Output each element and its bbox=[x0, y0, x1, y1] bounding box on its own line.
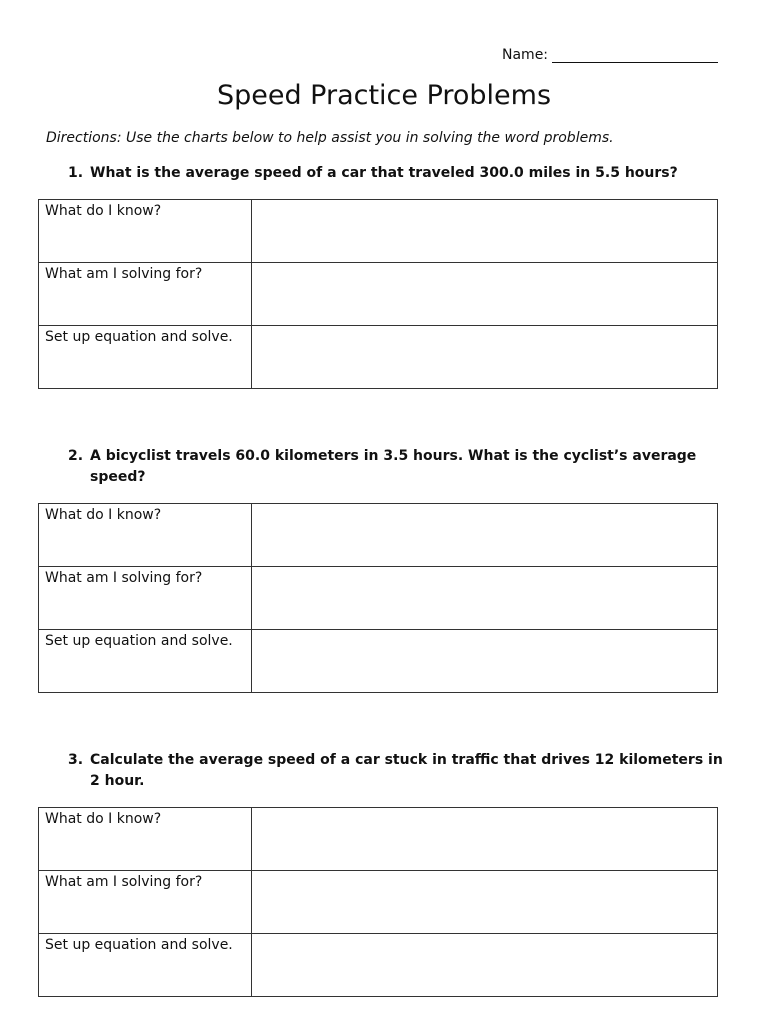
problem-2-number: 2. bbox=[68, 448, 84, 464]
problem-2-question bbox=[68, 446, 728, 488]
name-line bbox=[502, 46, 718, 63]
row-label: Set up equation and solve. bbox=[39, 630, 252, 693]
table-row bbox=[39, 263, 718, 326]
row-label: What do I know? bbox=[39, 200, 252, 263]
page-title: Speed Practice Problems bbox=[216, 80, 552, 111]
problem-1-number: 1. bbox=[68, 165, 84, 181]
problem-3-question bbox=[68, 750, 728, 792]
problem-1-text: What is the average speed of a car that traveled 300.0 miles in 5.5 hours? bbox=[90, 165, 678, 181]
table-row bbox=[39, 504, 718, 567]
directions-text: Directions: Use the charts below to help assist you in solving the word problems. bbox=[46, 130, 614, 146]
answer-cell[interactable] bbox=[252, 808, 718, 871]
table-row bbox=[39, 808, 718, 871]
answer-cell[interactable] bbox=[252, 263, 718, 326]
answer-cell[interactable] bbox=[252, 934, 718, 997]
problem-1-question bbox=[68, 163, 728, 184]
problem-2-chart bbox=[38, 503, 718, 693]
problem-2-text: A bicyclist travels 60.0 kilometers in 3.5 hours. What is the cyclist’s average speed? bbox=[90, 448, 697, 485]
row-label: What am I solving for? bbox=[39, 871, 252, 934]
table-row bbox=[39, 567, 718, 630]
table-row bbox=[39, 630, 718, 693]
table-row bbox=[39, 934, 718, 997]
row-label: What am I solving for? bbox=[39, 263, 252, 326]
problem-3-number: 3. bbox=[68, 752, 84, 768]
problem-3-text: Calculate the average speed of a car stuck in traffic that drives 12 kilometers in 2 hour. bbox=[90, 752, 723, 789]
table-row bbox=[39, 200, 718, 263]
answer-cell[interactable] bbox=[252, 326, 718, 389]
answer-cell[interactable] bbox=[252, 200, 718, 263]
answer-cell[interactable] bbox=[252, 630, 718, 693]
row-label: Set up equation and solve. bbox=[39, 326, 252, 389]
row-label: What do I know? bbox=[39, 504, 252, 567]
table-row bbox=[39, 871, 718, 934]
answer-cell[interactable] bbox=[252, 504, 718, 567]
name-label: Name: bbox=[502, 47, 549, 63]
problem-3-chart bbox=[38, 807, 718, 997]
name-blank-line[interactable] bbox=[552, 46, 718, 63]
row-label: What am I solving for? bbox=[39, 567, 252, 630]
answer-cell[interactable] bbox=[252, 567, 718, 630]
table-row bbox=[39, 326, 718, 389]
answer-cell[interactable] bbox=[252, 871, 718, 934]
row-label: What do I know? bbox=[39, 808, 252, 871]
row-label: Set up equation and solve. bbox=[39, 934, 252, 997]
problem-1-chart bbox=[38, 199, 718, 389]
